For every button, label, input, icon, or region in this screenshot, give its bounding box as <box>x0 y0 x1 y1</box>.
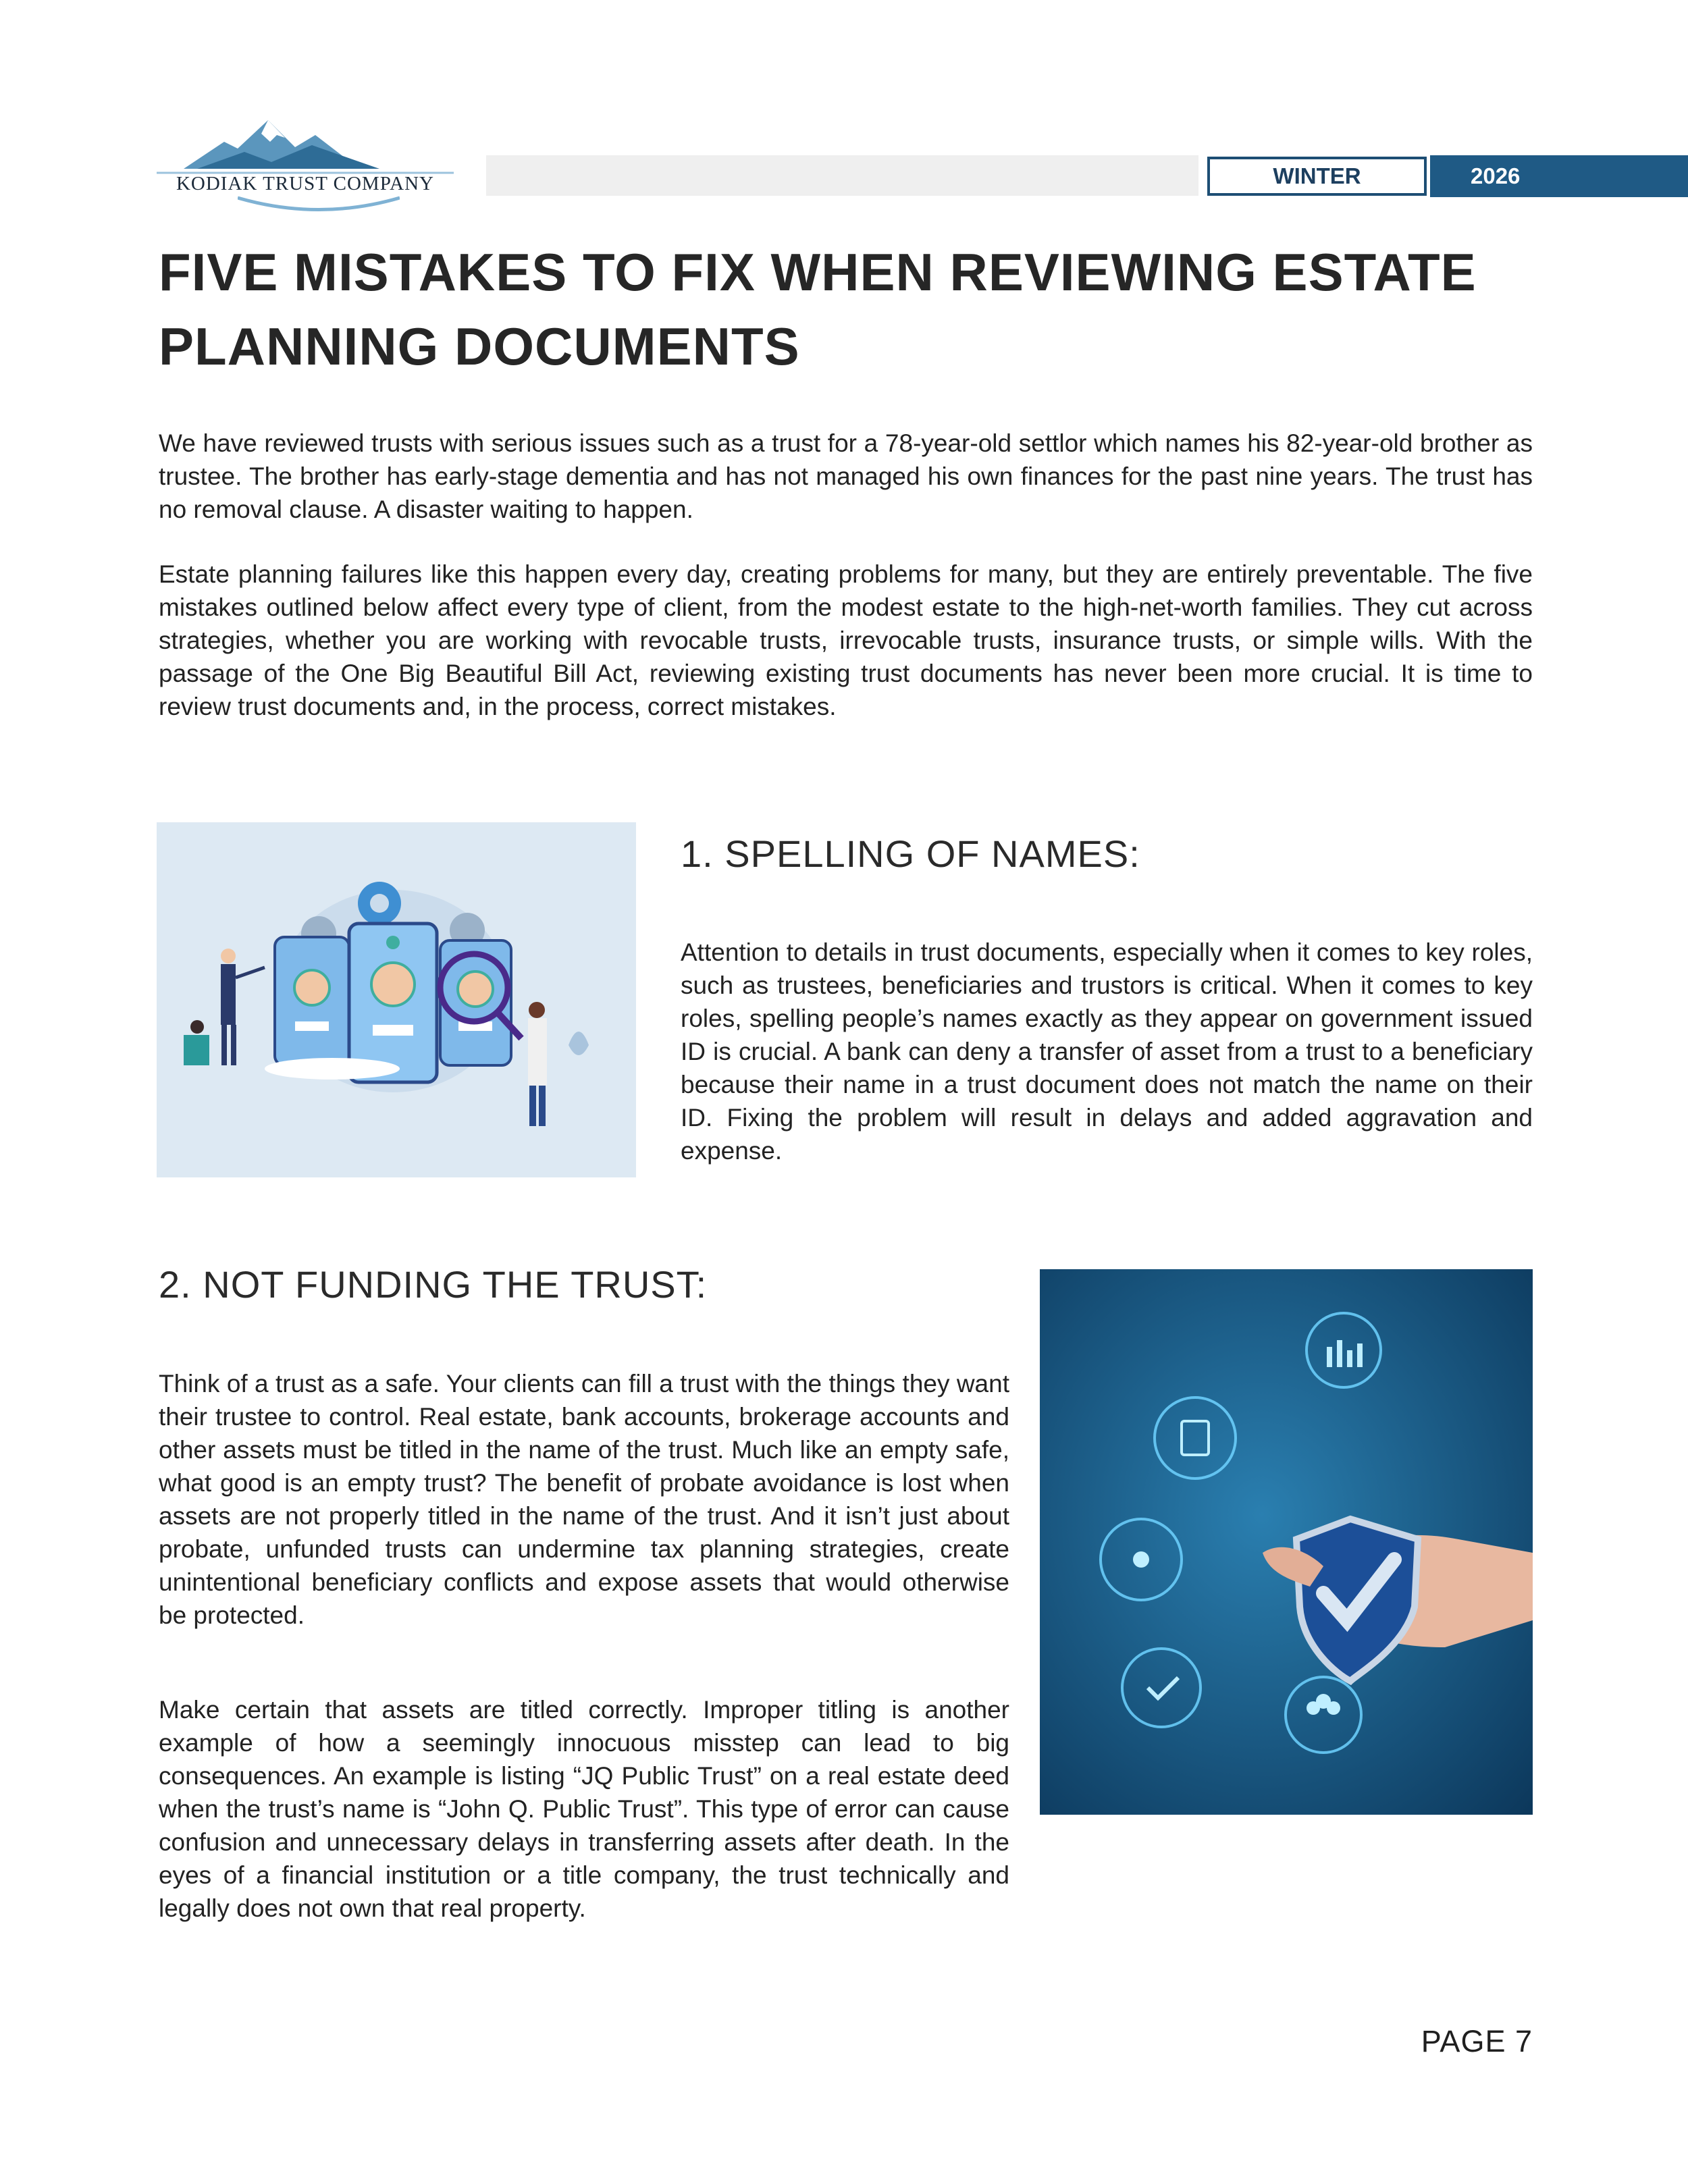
section-2-body-1: Think of a trust as a safe. Your clients can fill a trust with the things they want their trustee to control. Real estate, bank accounts, brokerage accounts and other assets must be titled in the name of the trust. Much like an empty safe, what good is an empty trust? The benefit of probate avoidance is lost when assets are not properly titled in the name of the trust. And it isn’t just about probate, unfunded trusts can undermine tax planning strategies, create unintentional beneficiary conflicts and expose assets that would otherwise be protected. <box>159 1370 1009 1629</box>
company-name: KODIAK TRUST COMPANY <box>176 173 435 194</box>
header-bar <box>486 155 1198 196</box>
security-shield-photo <box>1040 1269 1533 1815</box>
section-2-body-2: Make certain that assets are titled correctly. Improper titling is another example of how a seemingly innocuous misstep can lead to big consequences. An example is listing “JQ Public Trust” on a real estate deed when the trust’s name is “John Q. Public Trust”. This type of error can cause confusion and unnecessary delays in transferring assets after death. In the eyes of a financial institution or a title company, the trust technically and legally does not own that real property. <box>159 1696 1009 1922</box>
section-1-body: Attention to details in trust documents, especially when it comes to key roles, such as trustees, beneficiaries and trustors is critical. When it comes to key roles, spelling people’s names exactly as they appear on government issued ID is crucial. A bank can deny a transfer of asset from a trust to a beneficiary because their name in a trust document does not match the name on their ID. Fixing the problem will result in delays and added aggravation and expense. <box>681 938 1533 1165</box>
identity-verification-illustration <box>157 822 636 1177</box>
identity-verification-icon <box>157 822 636 1177</box>
section-1-heading: 1. SPELLING OF NAMES: <box>681 832 1140 875</box>
company-logo <box>157 115 454 216</box>
page-title: FIVE MISTAKES TO FIX WHEN REVIEWING ESTATE PLANNING DOCUMENTS <box>159 242 1477 376</box>
season-badge: WINTER <box>1207 157 1427 196</box>
page-number: PAGE 7 <box>1421 2024 1533 2058</box>
section-2-heading: 2. NOT FUNDING THE TRUST: <box>159 1263 708 1306</box>
year-badge: 2026 <box>1430 155 1688 197</box>
logo-swoosh-icon <box>238 194 400 215</box>
intro-paragraph-2: Estate planning failures like this happen every day, creating problems for many, but they are entirely preventable. The five mistakes outlined below affect every type of client, from the modest estate to the high-net-worth families. They cut across strategies, whether you are working with revocable trusts, irrevocable trusts, insurance trusts, or simple wills. With the passage of the One Big Beautiful Bill Act, reviewing existing trust documents has never been more crucial. It is time to review trust documents and, in the process, correct mistakes. <box>159 560 1533 720</box>
intro-paragraph-1: We have reviewed trusts with serious issues such as a trust for a 78-year-old settlor which names his 82-year-old brother as trustee. The brother has early-stage dementia and has not managed his own finances for the past nine years. The trust has no removal clause. A disaster waiting to happen. <box>159 429 1533 523</box>
mountain-logo-icon <box>157 115 454 176</box>
shield-check-icon <box>1040 1269 1533 1815</box>
